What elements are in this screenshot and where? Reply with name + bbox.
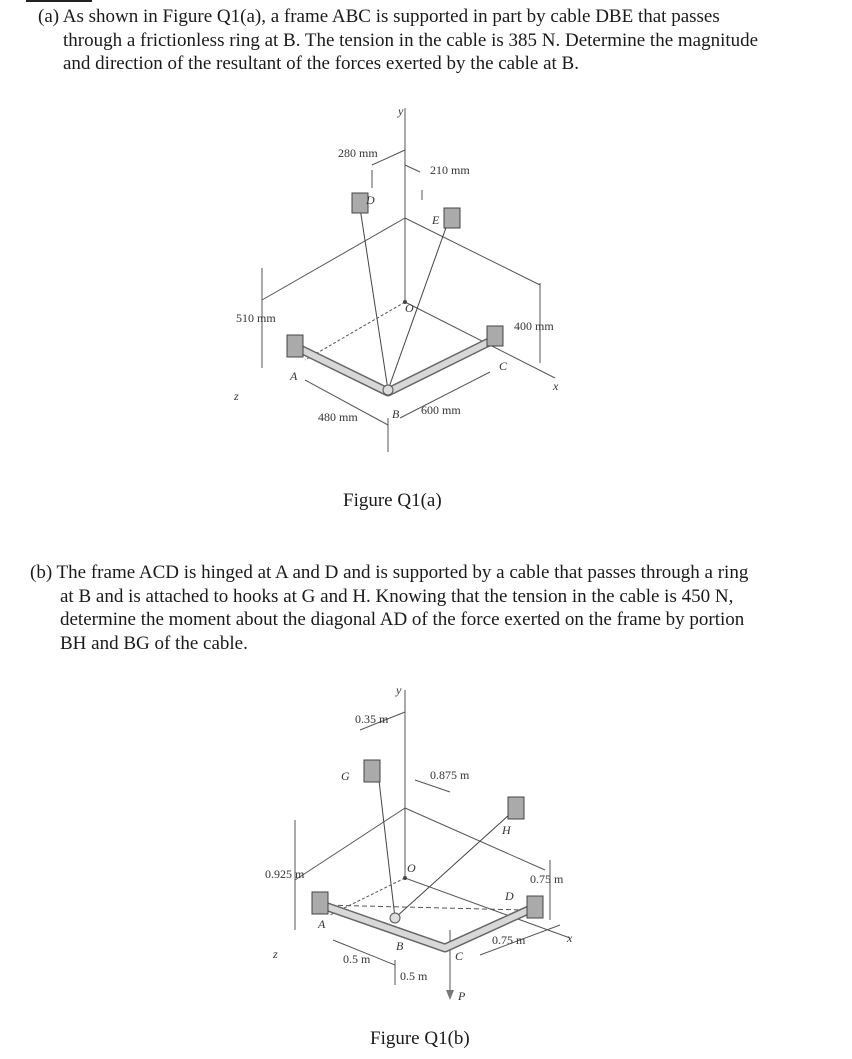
fig-a-label-a: A: [290, 369, 298, 383]
figure-q1b-caption: Figure Q1(b): [370, 1028, 470, 1049]
fig-a-dim-480: 480 mm: [318, 410, 358, 424]
fig-b-dim-05-b: 0.5 m: [400, 969, 428, 983]
fig-b-dim-075-v: 0.75 m: [530, 872, 564, 886]
fig-b-label-o: O: [407, 861, 416, 875]
fig-b-label-c: C: [455, 949, 464, 963]
fig-a-dim-600: 600 mm: [421, 403, 461, 417]
fig-b-ring-b: [390, 913, 400, 923]
fig-b-dim-035: 0.35 m: [355, 712, 389, 726]
figure-q1a-caption: Figure Q1(a): [343, 490, 442, 511]
fig-a-label-x: x: [553, 379, 559, 393]
fig-b-cable-bg: [378, 772, 395, 918]
question-a-line-1: (a) As shown in Figure Q1(a), a frame ABC is supported in part by cable DBE that passes: [38, 6, 720, 27]
fig-b-label-g: G: [341, 769, 350, 783]
question-b-line-4: BH and BG of the cable.: [60, 632, 248, 654]
fig-b-label-x: x: [567, 931, 573, 945]
fig-a-dim-400: 400 mm: [514, 319, 554, 333]
fig-b-label-h: H: [502, 823, 511, 837]
fig-b-label-y: y: [396, 683, 402, 697]
fig-b-label-p: P: [458, 989, 466, 1003]
fig-b-dim-075-h: 0.75 m: [492, 933, 526, 947]
fig-b-label-d: D: [505, 889, 514, 903]
question-b-line-1: (b) The frame ACD is hinged at A and D and is supported by a cable that passes through a ring: [30, 562, 749, 583]
fig-b-origin-dot: [403, 876, 407, 880]
fig-a-label-z: z: [234, 389, 239, 403]
fig-a-dim-510: 510 mm: [236, 311, 276, 325]
question-a-line-3: and direction of the resultant of the forces exerted by the cable at B.: [63, 53, 579, 74]
fig-b-hook-g: [364, 760, 380, 782]
fig-b-load-arrow: [446, 990, 454, 1000]
fig-b-bracket-a: [312, 892, 328, 914]
fig-b-wall-edge-left: [295, 808, 405, 880]
fig-a-dim-210: 210 mm: [430, 163, 470, 177]
fig-b-label-b: B: [396, 939, 404, 953]
fig-a-label-b: B: [392, 407, 400, 421]
question-a-line-2: through a frictionless ring at B. The tension in the cable is 385 N. Determine the magnitude: [63, 29, 759, 51]
question-b-line-3: determine the moment about the diagonal AD of the force exerted on the frame by portion: [60, 609, 745, 630]
fig-a-label-e: E: [432, 213, 440, 227]
fig-a-label-c: C: [499, 359, 508, 373]
fig-b-dim-05-a: 0.5 m: [343, 952, 371, 966]
fig-a-dim-280: 280 mm: [338, 146, 378, 160]
fig-b-label-z: z: [273, 947, 278, 961]
fig-b-hook-h: [508, 797, 524, 819]
fig-b-dim-0875: 0.875 m: [430, 768, 470, 782]
fig-a-label-d: D: [366, 193, 375, 207]
fig-b-label-a: A: [318, 917, 326, 931]
fig-a-label-y: y: [398, 104, 404, 118]
question-b-line-2: at B and is attached to hooks at G and H. Knowing that the tension in the cable is 450 N,: [60, 585, 734, 607]
fig-b-dim-0925: 0.925 m: [265, 867, 305, 881]
fig-b-diagonal-ad: [322, 905, 525, 910]
fig-b-bracket-d: [527, 896, 543, 918]
fig-a-label-o: O: [405, 301, 414, 315]
